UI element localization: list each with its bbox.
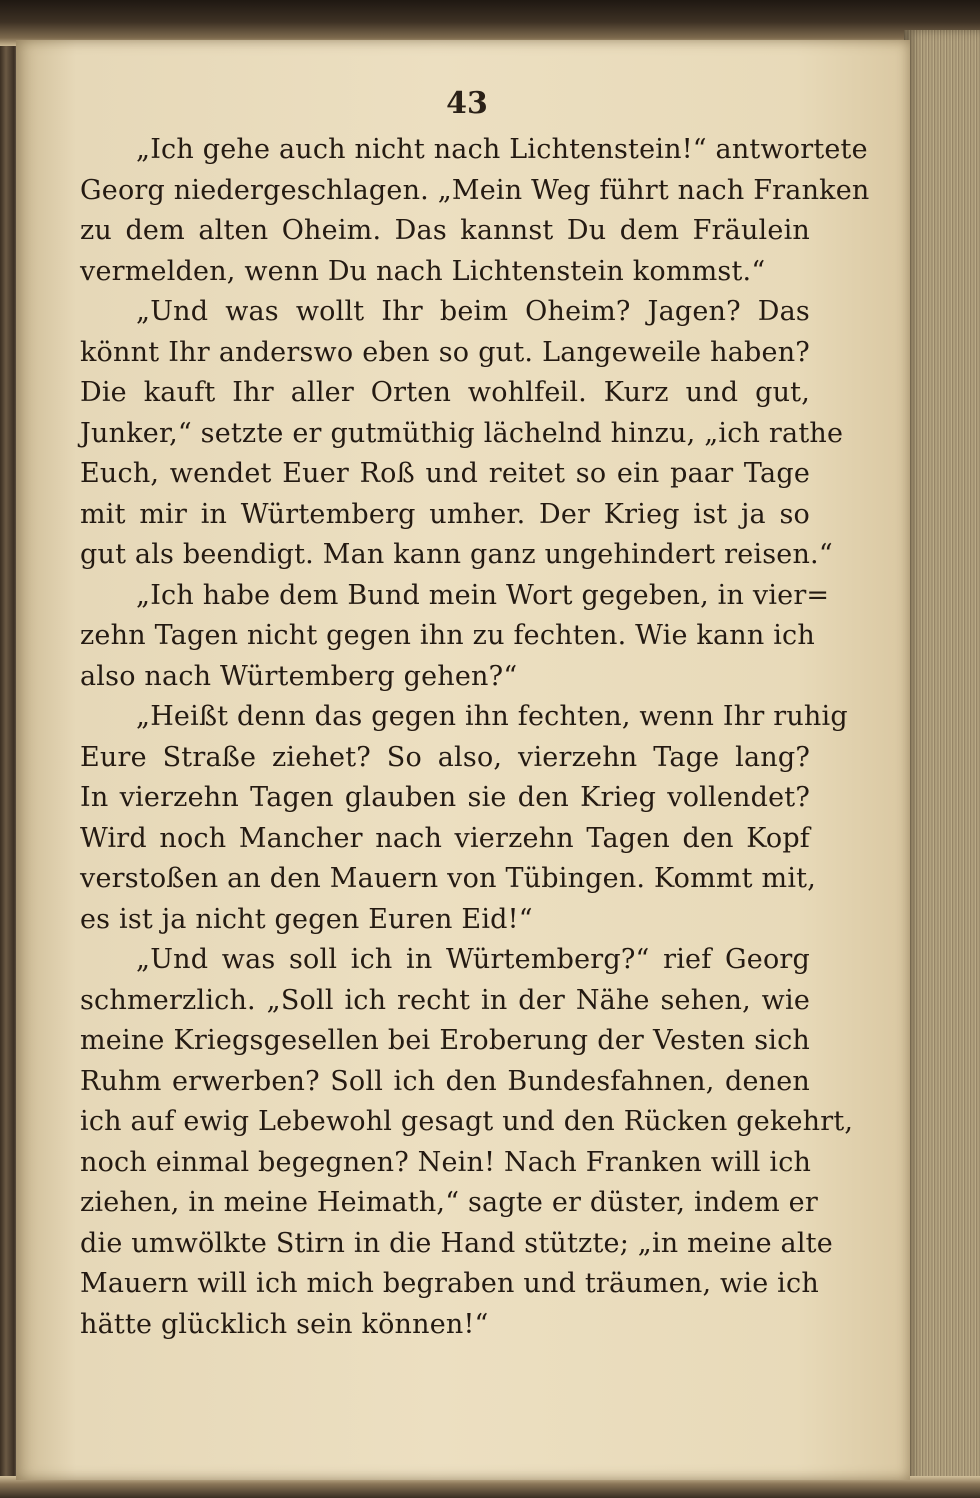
text-line: „Ich habe dem Bund mein Wort gegeben, in vier=	[136, 579, 830, 611]
text-line: „Und was wollt Ihr beim Oheim? Jagen? Das	[136, 296, 810, 327]
text-line: Ruhm erwerben? Soll ich den Bundesfahnen, denen	[80, 1065, 810, 1097]
page-number: 43	[446, 86, 488, 121]
text-line: Georg niedergeschlagen. „Mein Weg führt nach Franken	[80, 174, 870, 206]
text-line: „Und was soll ich in Würtemberg?“ rief Georg	[136, 944, 810, 975]
book-fore-edge	[904, 30, 980, 1490]
text-line: Wird noch Mancher nach vierzehn Tagen den Kopf	[80, 822, 810, 854]
text-line: In vierzehn Tagen glauben sie den Krieg vollendet?	[80, 782, 810, 813]
text-line: meine Kriegsgesellen bei Eroberung der Vesten sich	[80, 1025, 810, 1056]
text-line: zehn Tagen nicht gegen ihn zu fechten. Wie kann ich	[80, 620, 815, 651]
text-line: gut als beendigt. Man kann ganz ungehindert reisen.“	[80, 539, 833, 570]
text-line: ich auf ewig Lebewohl gesagt und den Rücken gekehrt,	[80, 1106, 854, 1137]
text-line: es ist ja nicht gegen Euren Eid!“	[80, 903, 533, 935]
text-line: könnt Ihr anderswo eben so gut. Langeweile haben?	[80, 336, 810, 368]
text-line: noch einmal begegnen? Nein! Nach Franken will ich	[80, 1146, 812, 1178]
text-line: Junker,“ setzte er gutmüthig lächelnd hinzu, „ich rathe	[80, 417, 844, 449]
text-line: Mauern will ich mich begraben und träumen, wie ich	[80, 1268, 819, 1299]
text-line: hätte glücklich sein können!“	[80, 1308, 489, 1340]
text-line: verstoßen an den Mauern von Tübingen. Kommt mit,	[80, 863, 816, 894]
book-page	[16, 40, 910, 1480]
text-line: vermelden, wenn Du nach Lichtenstein kommst.“	[80, 255, 766, 287]
page-text	[80, 130, 870, 1345]
text-line: schmerzlich. „Soll ich recht in der Nähe sehen, wie	[80, 984, 810, 1016]
text-line: die umwölkte Stirn in die Hand stützte; „in meine alte	[80, 1227, 833, 1259]
text-line: also nach Würtemberg gehen?“	[80, 660, 518, 692]
text-line: zu dem alten Oheim. Das kannst Du dem Fräulein	[80, 215, 810, 246]
text-line: mit mir in Würtemberg umher. Der Krieg ist ja so	[80, 498, 810, 530]
text-line: Eure Straße ziehet? So also, vierzehn Tage lang?	[80, 741, 810, 773]
text-line: „Heißt denn das gegen ihn fechten, wenn Ihr ruhig	[136, 701, 848, 732]
text-line: Euch, wendet Euer Roß und reitet so ein paar Tage	[80, 458, 810, 489]
text-line: Die kauft Ihr aller Orten wohlfeil. Kurz und gut,	[80, 377, 810, 408]
text-line: „Ich gehe auch nicht nach Lichtenstein!“ antwortete	[136, 134, 868, 165]
text-line: ziehen, in meine Heimath,“ sagte er düster, indem er	[80, 1187, 818, 1218]
